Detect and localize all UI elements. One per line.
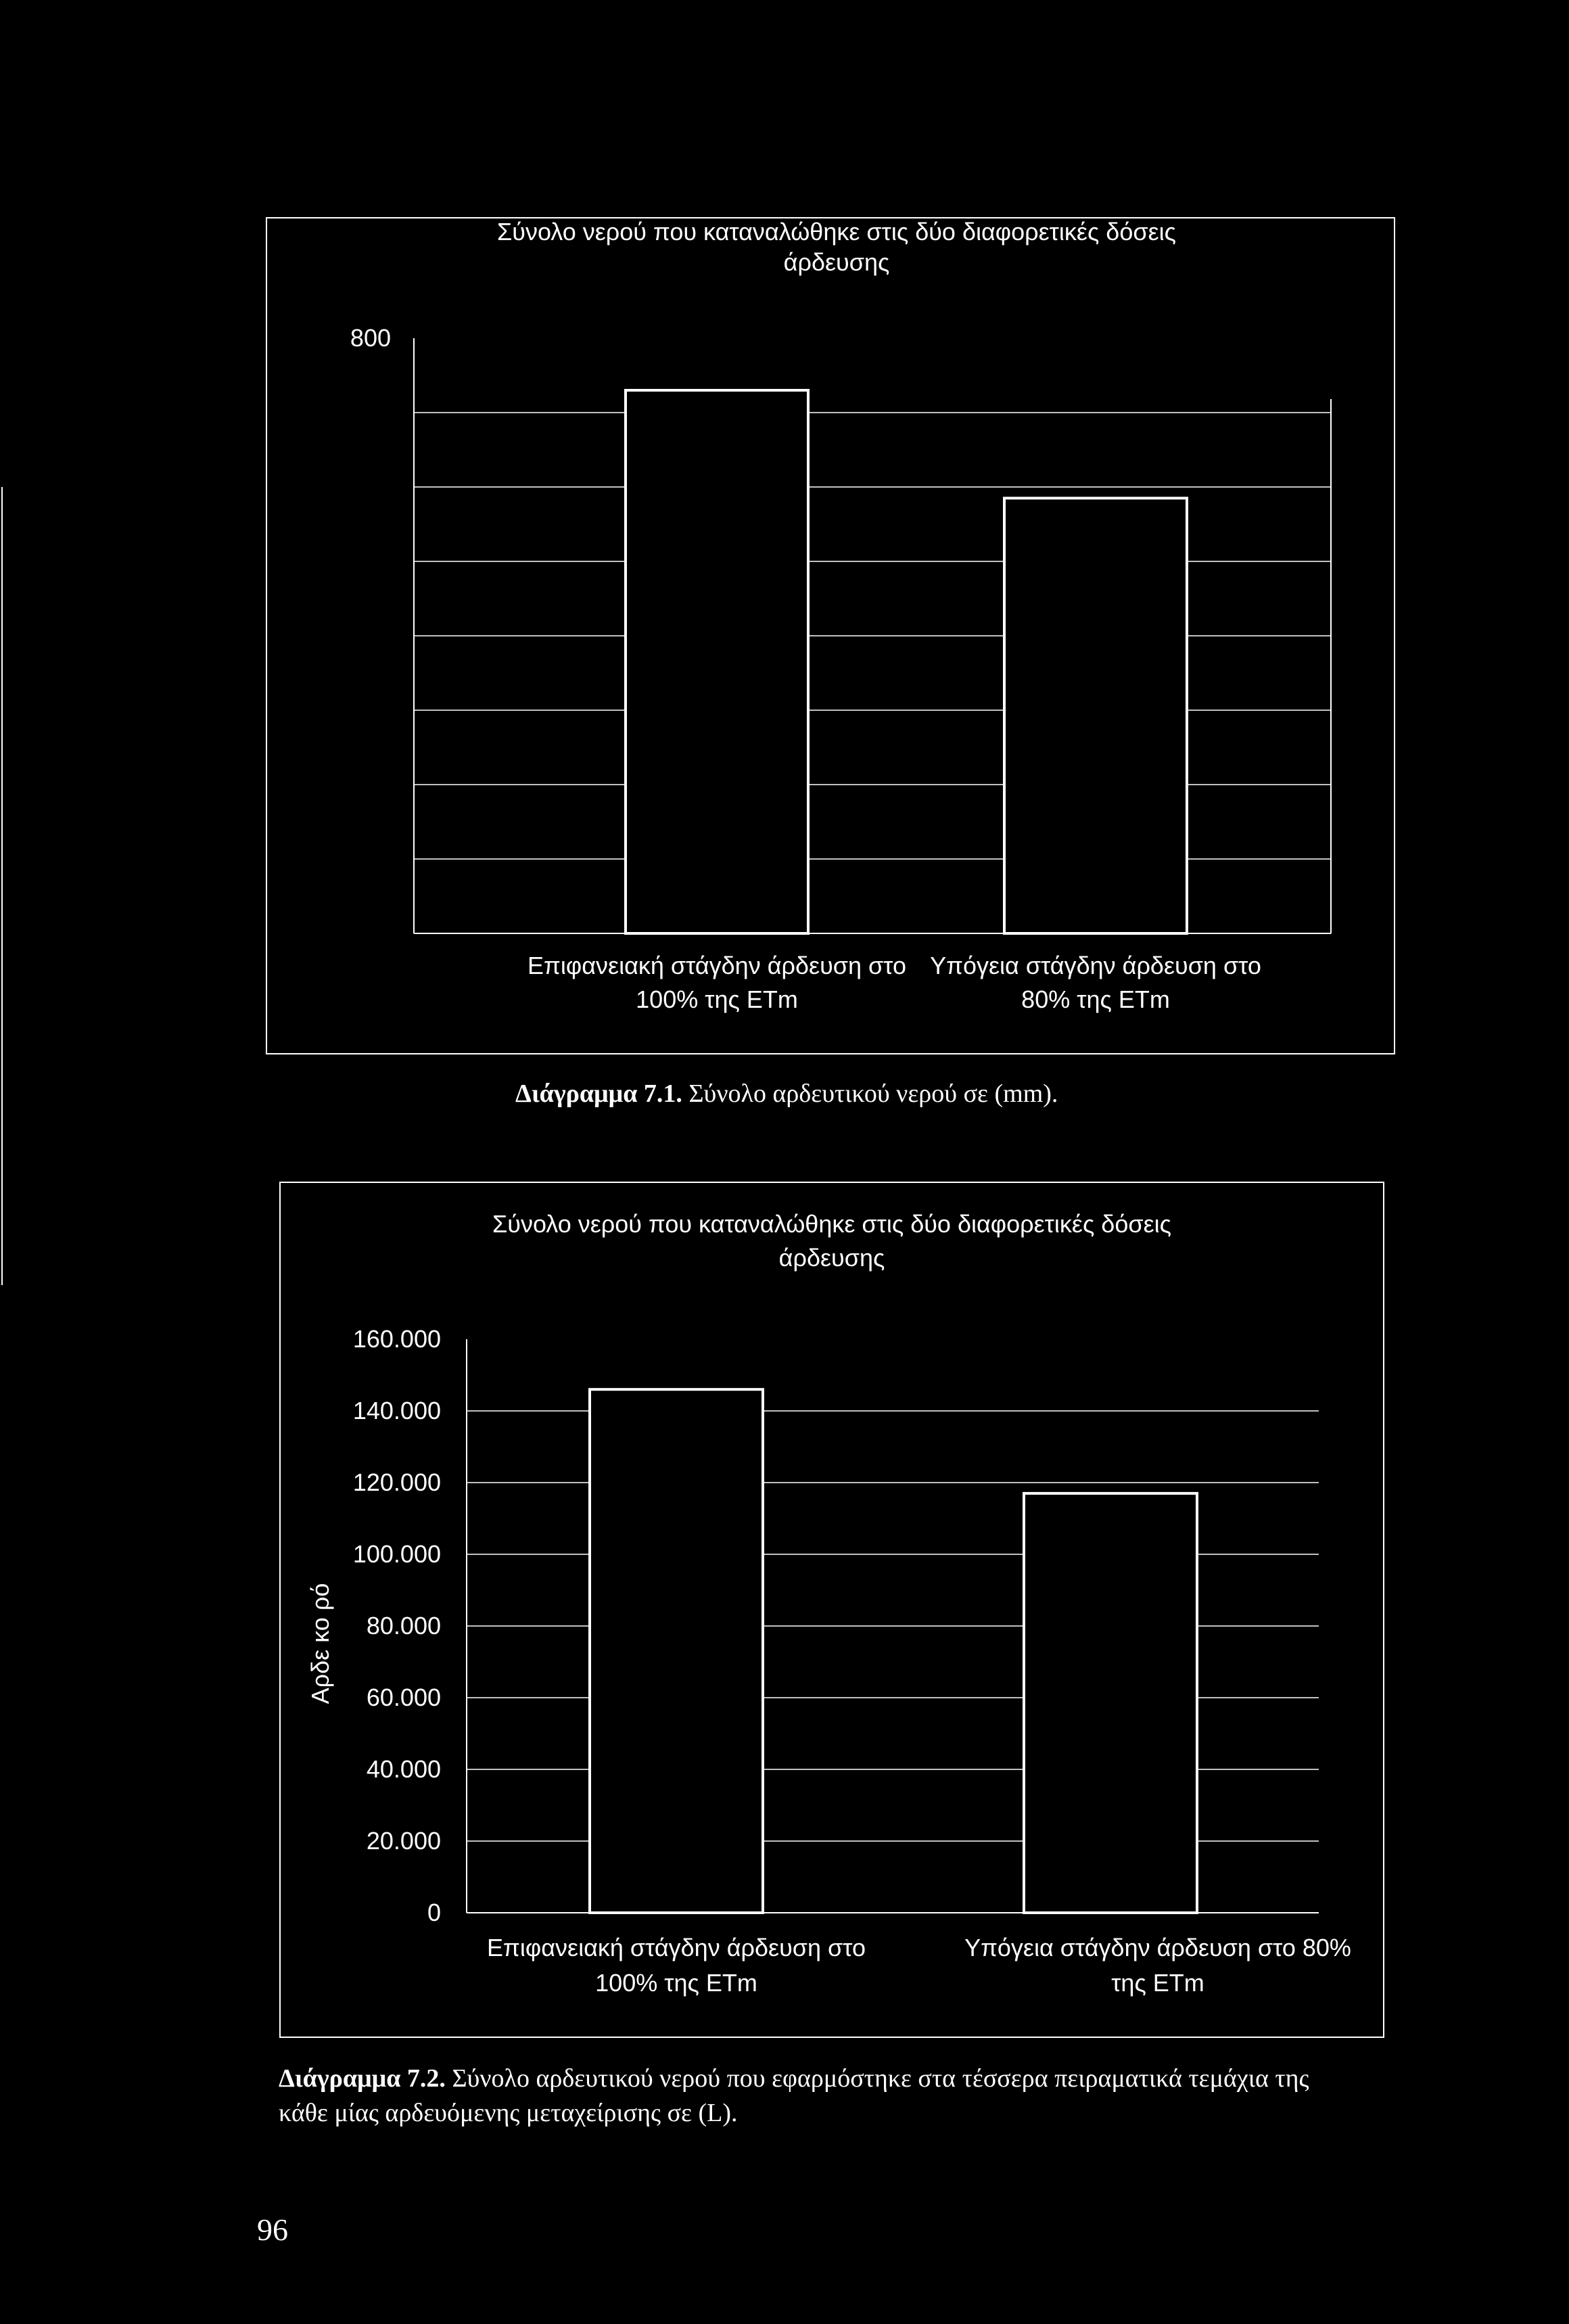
- chart-1-caption-text: Σύνολο αρδευτικού νερού σε (mm).: [682, 1079, 1058, 1108]
- chart-2-caption-label: Διάγραμμα 7.2.: [279, 2064, 446, 2093]
- chart-2-bar: [1024, 1493, 1197, 1913]
- chart-2-y-tick-label: 120.000: [352, 1468, 441, 1496]
- chart-2-y-tick-label: 160.000: [352, 1325, 441, 1353]
- chart-2-y-tick-label: 60.000: [366, 1683, 441, 1711]
- chart-2-bars: [590, 1389, 1197, 1913]
- chart-2-x-tick-label-2-line2: της ETm: [1111, 1969, 1204, 1997]
- chart-1-x-tick-label-2-line1: Υπόγεια στάγδην άρδευση στο: [930, 952, 1261, 979]
- chart-2-y-tick-label: 100.000: [352, 1540, 441, 1568]
- chart-1-title-line2: άρδευσης: [783, 248, 890, 276]
- chart-1: [266, 218, 1395, 1054]
- chart-2-x-tick-label-2-line1: Υπόγεια στάγδην άρδευση στο 80%: [964, 1934, 1351, 1961]
- chart-2: [280, 1182, 1384, 2037]
- chart-1-bar: [626, 390, 808, 933]
- chart-1-bars: [626, 390, 1187, 933]
- chart-2-y-tick-labels: [353, 1325, 441, 1926]
- chart-1-x-tick-label-1-line1: Επιφανειακή στάγδην άρδευση στο: [528, 952, 906, 979]
- chart-1-y-tick-label: 800: [350, 324, 391, 352]
- chart-2-title-line2: άρδευσης: [778, 1244, 885, 1272]
- chart-2-frame: [280, 1182, 1384, 2037]
- chart-2-y-tick-label: 40.000: [366, 1755, 441, 1783]
- chart-1-title-line1: Σύνολο νερού που καταναλώθηκε στις δύο διαφορετικές δόσεις: [497, 218, 1176, 246]
- chart-2-y-tick-label: 20.000: [366, 1827, 441, 1855]
- chart-2-y-tick-label: 140.000: [352, 1397, 441, 1424]
- chart-2-x-tick-label-1-line1: Επιφανειακή στάγδην άρδευση στο: [487, 1934, 866, 1961]
- chart-2-y-axis-label: Αρδε κο ρό: [306, 1583, 334, 1704]
- chart-1-x-tick-label-2-line2: 80% της ETm: [1021, 985, 1170, 1013]
- chart-1-gridlines: [414, 413, 1331, 859]
- chart-2-caption: [279, 2062, 1415, 2131]
- chart-2-y-tick-label: 0: [427, 1899, 441, 1926]
- chart-1-bar: [1004, 498, 1187, 934]
- chart-2-y-tick-label: 80.000: [366, 1612, 441, 1640]
- chart-1-caption: [515, 1077, 1058, 1111]
- chart-1-caption-label: Διάγραμμα 7.1.: [515, 1079, 682, 1108]
- chart-1-x-tick-label-1-line2: 100% της ETm: [636, 985, 798, 1013]
- chart-2-x-tick-label-1-line2: 100% της ETm: [595, 1969, 757, 1997]
- chart-2-caption-text-2: κάθε μίας αρδευόμενης μεταχείρισης σε (L).: [279, 2099, 738, 2128]
- chart-2-caption-text: Σύνολο αρδευτικού νερού που εφαρμόστηκε στα τέσσερα πειραματικά τεμάχια της: [445, 2064, 1309, 2093]
- page-number: 96: [257, 2212, 288, 2247]
- chart-2-bar: [590, 1389, 763, 1913]
- chart-2-title-line1: Σύνολο νερού που καταναλώθηκε στις δύο διαφορετικές δόσεις: [492, 1210, 1171, 1238]
